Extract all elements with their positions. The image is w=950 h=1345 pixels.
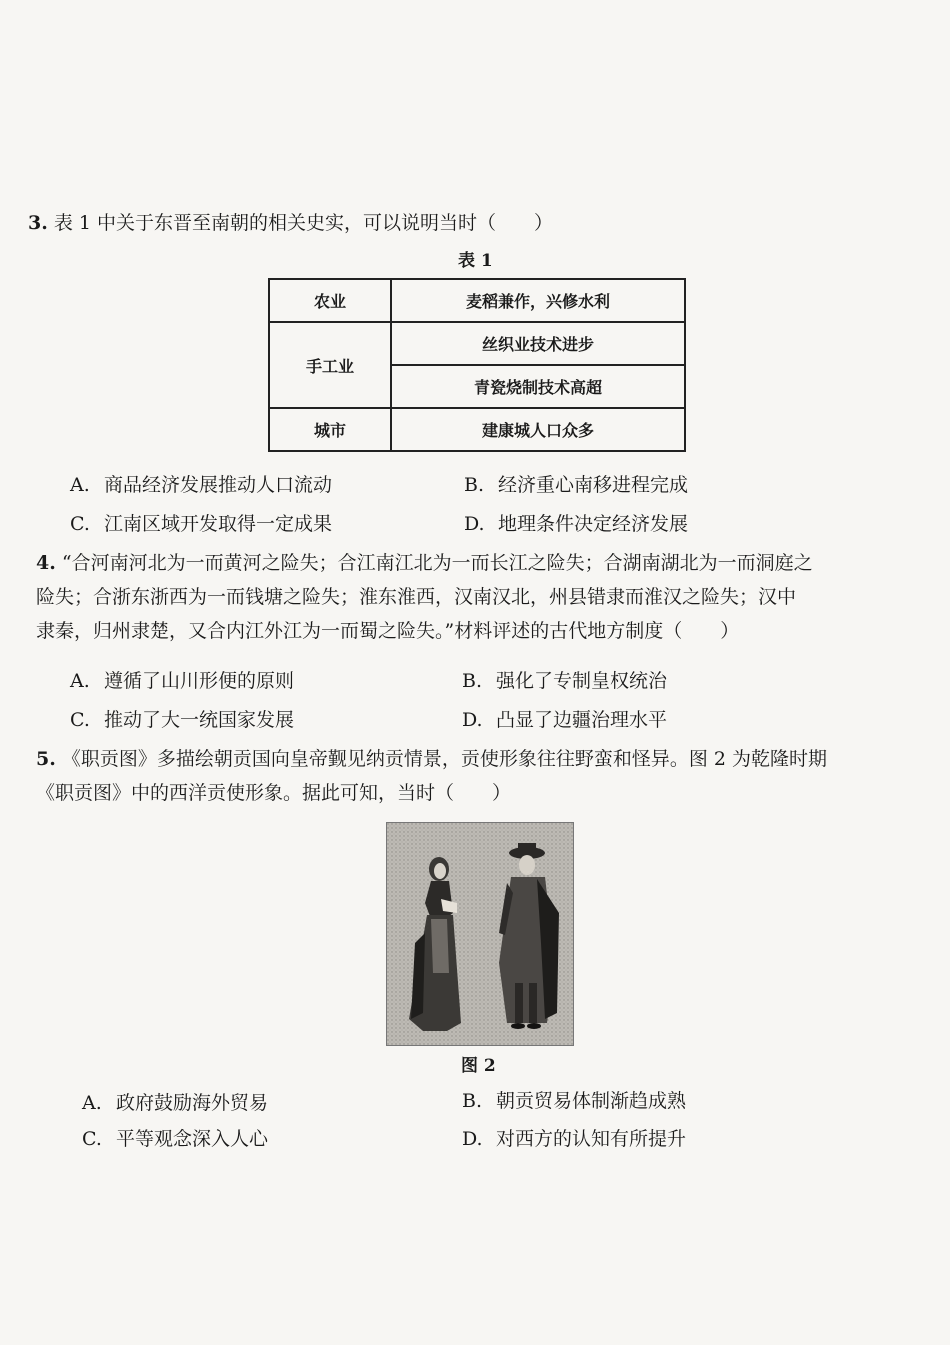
table-fact-cell: 麦稻兼作，兴修水利	[391, 279, 685, 322]
option-b[interactable]	[462, 666, 667, 693]
option-letter: A.	[70, 474, 90, 496]
table-category-cell: 城市	[269, 408, 391, 451]
option-letter: D.	[464, 513, 485, 535]
option-letter: B.	[464, 474, 485, 496]
option-b[interactable]	[464, 470, 688, 497]
option-text: 经济重心南移进程完成	[498, 474, 689, 496]
envoys-illustration	[387, 823, 573, 1045]
table-fact-cell: 青瓷烧制技术高超	[391, 365, 685, 408]
option-letter: C.	[82, 1128, 102, 1150]
table-category-cell: 农业	[269, 279, 391, 322]
question-number: 5.	[36, 748, 56, 770]
option-letter: A.	[82, 1092, 102, 1114]
question-3-stem	[28, 206, 553, 240]
western-envoys-figure	[386, 822, 574, 1046]
option-text: 推动了大一统国家发展	[104, 709, 295, 731]
option-text: 平等观念深入人心	[116, 1128, 269, 1150]
option-text: 地理条件决定经济发展	[498, 513, 689, 535]
option-c[interactable]	[82, 1124, 268, 1151]
option-letter: A.	[70, 670, 90, 692]
option-letter: D.	[462, 1128, 483, 1150]
option-d[interactable]	[462, 1124, 686, 1151]
option-a[interactable]	[70, 470, 332, 497]
table-caption: 表 1	[458, 251, 493, 271]
option-a[interactable]	[70, 666, 294, 693]
option-text: 江南区域开发取得一定成果	[104, 513, 333, 535]
option-letter: B.	[462, 670, 483, 692]
history-facts-table	[268, 278, 686, 452]
option-text: 朝贡贸易体制渐趋成熟	[496, 1090, 687, 1112]
table-fact-cell: 建康城人口众多	[391, 408, 685, 451]
option-letter: D.	[462, 709, 483, 731]
option-letter: C.	[70, 709, 90, 731]
option-text: 政府鼓励海外贸易	[116, 1092, 269, 1114]
option-letter: C.	[70, 513, 90, 535]
question-number: 4.	[36, 552, 56, 574]
table-row	[269, 408, 685, 451]
option-text: 商品经济发展推动人口流动	[104, 474, 333, 496]
question-5-stem	[36, 742, 926, 810]
option-text: 对西方的认知有所提升	[496, 1128, 687, 1150]
table-row	[269, 322, 685, 365]
option-a[interactable]	[82, 1088, 268, 1115]
question-stem-line: 隶秦，归州隶楚，又合内江外江为一而蜀之险失。”材料评述的古代地方制度（ ）	[36, 620, 740, 642]
option-d[interactable]	[462, 705, 667, 732]
option-c[interactable]	[70, 705, 294, 732]
question-stem-text: “合河南河北为一而黄河之险失；合江南江北为一而长江之险失；合湖南湖北为一而洞庭之	[61, 552, 813, 574]
question-stem-line: 险失；合浙东浙西为一而钱塘之险失；淮东淮西，汉南汉北，州县错隶而淮汉之险失；汉中	[36, 586, 797, 608]
question-number: 3.	[28, 212, 48, 234]
option-text: 凸显了边疆治理水平	[496, 709, 668, 731]
question-stem-line: 《职贡图》中的西洋贡使形象。据此可知，当时（ ）	[36, 782, 512, 804]
option-letter: B.	[462, 1090, 483, 1112]
question-4-stem	[36, 546, 926, 648]
figure-caption: 图 2	[461, 1056, 496, 1076]
table-category-cell: 手工业	[269, 322, 391, 408]
question-stem-text: 《职贡图》多描绘朝贡国向皇帝觐见纳贡情景，贡使形象往往野蛮和怪异。图 2 为乾隆时期	[61, 748, 828, 770]
table-row	[269, 279, 685, 322]
question-stem-text: 表 1 中关于东晋至南朝的相关史实，可以说明当时（ ）	[53, 212, 554, 234]
question-stem-line	[36, 546, 926, 580]
question-stem-line	[36, 742, 926, 776]
option-d[interactable]	[464, 509, 688, 536]
table-fact-cell: 丝织业技术进步	[391, 322, 685, 365]
option-b[interactable]	[462, 1086, 686, 1113]
option-c[interactable]	[70, 509, 332, 536]
option-text: 遵循了山川形便的原则	[104, 670, 295, 692]
option-text: 强化了专制皇权统治	[496, 670, 668, 692]
